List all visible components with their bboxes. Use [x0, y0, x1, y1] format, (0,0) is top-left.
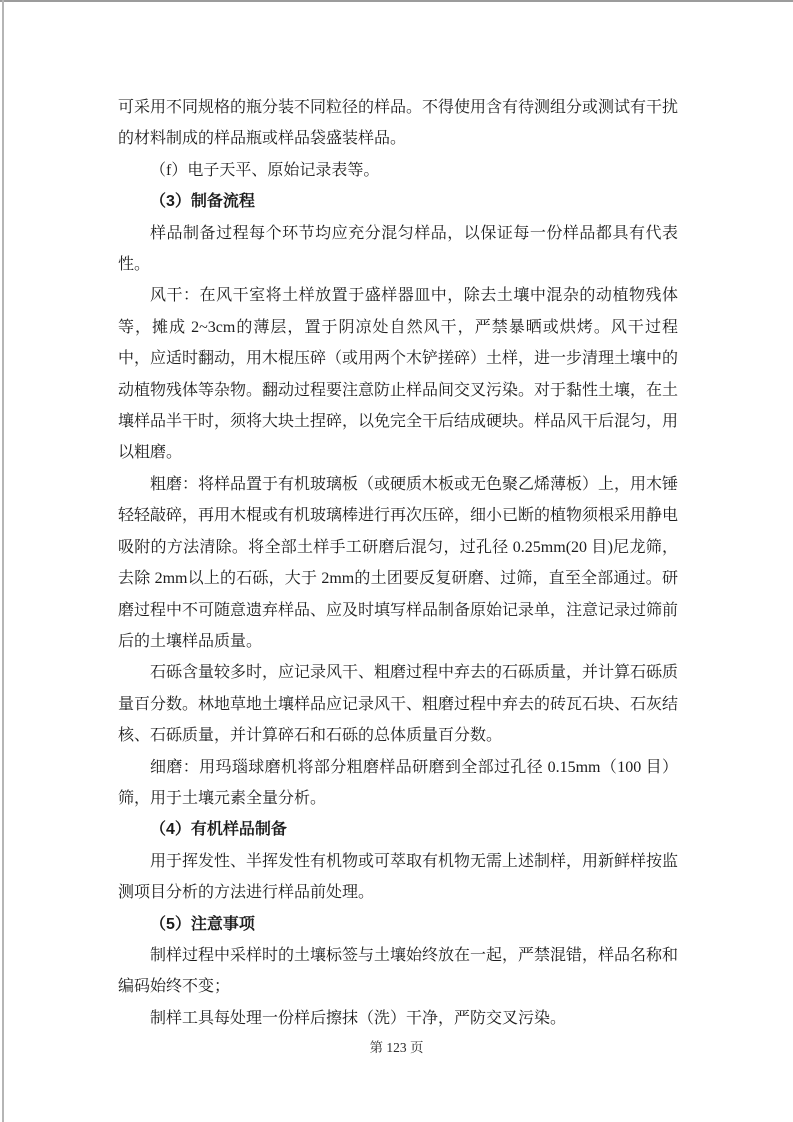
paragraph-continuation: 可采用不同规格的瓶分装不同粒径的样品。不得使用含有待测组分或测试有干扰的材料制成的样品瓶或样品袋盛装样品。 — [118, 99, 679, 148]
page-number: 第 123 页 — [369, 1040, 424, 1055]
paragraph-coarse-grinding: 粗磨：将样品置于有机玻璃板（或硬质木板或无色聚乙烯薄板）上，用木锤轻轻敲碎，再用木棍或有机玻璃棒进行再次压碎，细小已断的植物须根采用静电吸附的方法清除。将全部土样手工研磨后混匀，过孔径 0.25mm(20 目)尼龙筛，去除 2mm以上的石砾，大于 2mm的土团要反复研磨、过筛，直至全部通过。研磨过程中不可随意遗弃样品、应及时填写样品制备原始记录单，注意记录过筛前后的土壤样品质量。 — [118, 475, 679, 650]
paragraph-organic-sample: 用于挥发性、半挥发性有机物或可萃取有机物无需上述制样，用新鲜样按监测项目分析的方法进行样品前处理。 — [118, 852, 679, 902]
page-edge-left-line — [2, 0, 4, 1122]
paragraph-representativeness: 样品制备过程每个环节均应充分混匀样品，以保证每一份样品都具有代表性。 — [118, 224, 678, 274]
paragraph-label-note: 制样过程中采样时的土壤标签与土壤始终放在一起，严禁混错，样品名称和编码始终不变； — [118, 946, 679, 996]
section-heading-3-preparation-process: （3）制备流程 — [150, 193, 255, 211]
section-heading-5-notes: （5）注意事项 — [150, 915, 255, 933]
paragraph-tool-cleaning-note: 制样工具每处理一份样后擦抹（洗）干净，严防交叉污染。 — [150, 1009, 567, 1027]
paragraph-gravel-content: 石砾含量较多时，应记录风干、粗磨过程中弃去的石砾质量，并计算石砾质量百分数。林地草地土壤样品应记录风干、粗磨过程中弃去的砖瓦石块、石灰结核、石砾质量，并计算碎石和石砾的总体质量百分数。 — [118, 664, 679, 745]
page-edge-top-line — [0, 0, 793, 2]
list-item-f: （f）电子天平、原始记录表等。 — [150, 161, 380, 179]
document-body — [118, 92, 678, 1034]
paragraph-fine-grinding: 细磨：用玛瑙球磨机将部分粗磨样品研磨到全部过孔径 0.15mm（100 目）筛，用于土壤元素全量分析。 — [118, 758, 678, 807]
paragraph-air-drying: 风干：在风干室将土样放置于盛样器皿中，除去土壤中混杂的动植物残体等，摊成 2~3cm的薄层，置于阴凉处自然风干，严禁暴晒或烘烤。风干过程中，应适时翻动，用木棍压碎（或用两个木铲搓碎）土样，进一步清理土壤中的动植物残体等杂物。翻动过程要注意防止样品间交叉污染。对于黏性土壤，在土壤样品半干时，须将大块土捏碎，以免完全干后结成硬块。样品风干后混匀，用以粗磨。 — [118, 287, 679, 462]
section-heading-4-organic-sample-prep: （4）有机样品制备 — [150, 821, 287, 839]
